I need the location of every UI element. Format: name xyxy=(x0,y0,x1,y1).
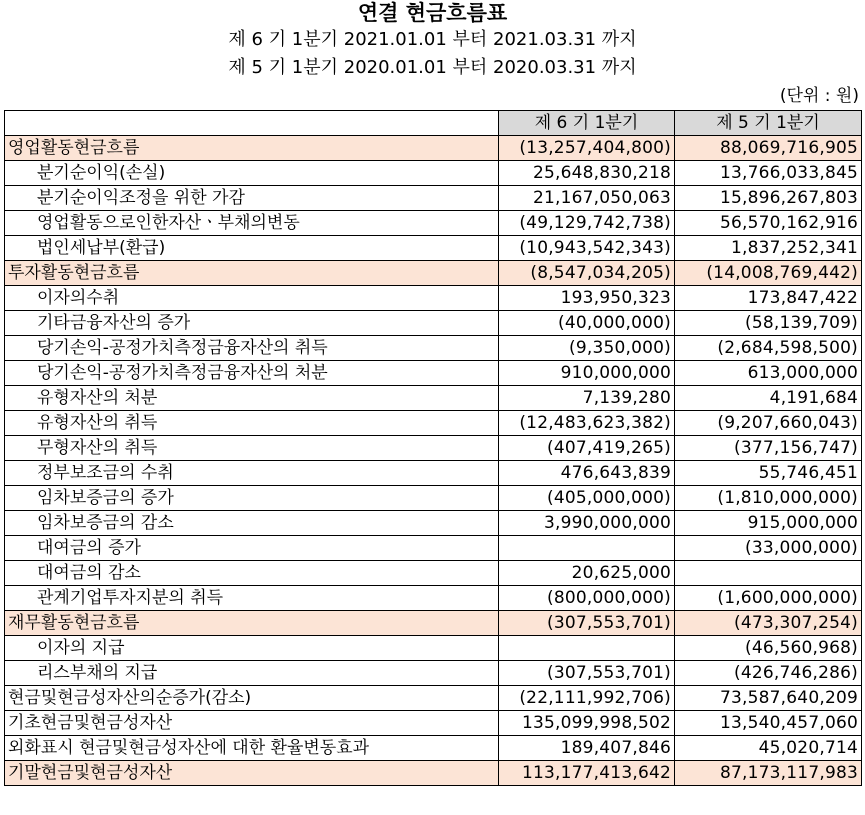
row-label: 당기손익-공정가치측정금융자산의 취득 xyxy=(5,336,499,361)
row-label: 법인세납부(환급) xyxy=(5,236,499,261)
row-value-prior: (1,600,000,000) xyxy=(675,586,862,611)
row-value-prior: (58,139,709) xyxy=(675,311,862,336)
row-label: 유형자산의 처분 xyxy=(5,386,499,411)
table-row xyxy=(5,211,862,236)
table-header-row xyxy=(5,111,862,136)
row-value-current: (49,129,742,738) xyxy=(499,211,675,236)
row-value-current: (405,000,000) xyxy=(499,486,675,511)
row-label: 리스부채의 지급 xyxy=(5,661,499,686)
row-label: 정부보조금의 수취 xyxy=(5,461,499,486)
row-value-prior: (33,000,000) xyxy=(675,536,862,561)
table-row xyxy=(5,361,862,386)
row-value-current: (13,257,404,800) xyxy=(499,136,675,161)
row-value-prior: (14,008,769,442) xyxy=(675,261,862,286)
table-row xyxy=(5,586,862,611)
row-value-prior: 173,847,422 xyxy=(675,286,862,311)
row-value-prior: 13,766,033,845 xyxy=(675,161,862,186)
row-value-current: 113,177,413,642 xyxy=(499,761,675,786)
row-value-prior: 1,837,252,341 xyxy=(675,236,862,261)
table-row xyxy=(5,461,862,486)
row-value-prior: 88,069,716,905 xyxy=(675,136,862,161)
period-current: 제 6 기 1분기 2021.01.01 부터 2021.03.31 까지 xyxy=(228,29,637,50)
table-row xyxy=(5,511,862,536)
row-label: 대여금의 증가 xyxy=(5,536,499,561)
row-value-current: (800,000,000) xyxy=(499,586,675,611)
row-value-prior: 55,746,451 xyxy=(675,461,862,486)
row-value-prior: 45,020,714 xyxy=(675,736,862,761)
table-row xyxy=(5,236,862,261)
table-row xyxy=(5,436,862,461)
section-row xyxy=(5,611,862,636)
row-label: 대여금의 감소 xyxy=(5,561,499,586)
row-label: 관계기업투자지분의 취득 xyxy=(5,586,499,611)
statement-title: 연결 현금흐름표 xyxy=(357,1,508,25)
row-label: 기말현금및현금성자산 xyxy=(5,761,499,786)
row-value-current xyxy=(499,536,675,561)
row-label: 이자의수취 xyxy=(5,286,499,311)
row-label: 외화표시 현금및현금성자산에 대한 환율변동효과 xyxy=(5,736,499,761)
row-value-current: (12,483,623,382) xyxy=(499,411,675,436)
table-row xyxy=(5,561,862,586)
row-value-current: (40,000,000) xyxy=(499,311,675,336)
row-value-current: 910,000,000 xyxy=(499,361,675,386)
cash-flow-table xyxy=(4,110,862,786)
period-prior: 제 5 기 1분기 2020.01.01 부터 2020.03.31 까지 xyxy=(228,57,637,78)
row-value-current xyxy=(499,636,675,661)
row-value-current: 20,625,000 xyxy=(499,561,675,586)
row-value-current: 193,950,323 xyxy=(499,286,675,311)
table-row xyxy=(5,686,862,711)
row-value-current: 21,167,050,063 xyxy=(499,186,675,211)
table-row xyxy=(5,161,862,186)
row-value-prior: 4,191,684 xyxy=(675,386,862,411)
row-value-prior: (2,684,598,500) xyxy=(675,336,862,361)
row-value-current: 135,099,998,502 xyxy=(499,711,675,736)
row-value-prior xyxy=(675,561,862,586)
table-row xyxy=(5,311,862,336)
row-value-current: 7,139,280 xyxy=(499,386,675,411)
row-value-current: (307,553,701) xyxy=(499,661,675,686)
row-value-current: (22,111,992,706) xyxy=(499,686,675,711)
row-label: 영업활동으로인한자산ㆍ부채의변동 xyxy=(5,211,499,236)
section-row xyxy=(5,261,862,286)
table-row xyxy=(5,411,862,436)
row-label: 무형자산의 취득 xyxy=(5,436,499,461)
table-row xyxy=(5,536,862,561)
row-label: 당기손익-공정가치측정금융자산의 처분 xyxy=(5,361,499,386)
row-value-current: 189,407,846 xyxy=(499,736,675,761)
row-label: 재무활동현금흐름 xyxy=(5,611,499,636)
row-value-prior: (426,746,286) xyxy=(675,661,862,686)
row-label: 임차보증금의 감소 xyxy=(5,511,499,536)
row-value-current: 476,643,839 xyxy=(499,461,675,486)
table-row xyxy=(5,486,862,511)
row-value-current: 25,648,830,218 xyxy=(499,161,675,186)
row-value-current: (10,943,542,343) xyxy=(499,236,675,261)
row-value-current: (8,547,034,205) xyxy=(499,261,675,286)
section-row xyxy=(5,761,862,786)
row-label: 현금및현금성자산의순증가(감소) xyxy=(5,686,499,711)
row-value-prior: 15,896,267,803 xyxy=(675,186,862,211)
row-value-prior: 915,000,000 xyxy=(675,511,862,536)
table-row xyxy=(5,186,862,211)
row-value-prior: 56,570,162,916 xyxy=(675,211,862,236)
row-label: 기타금융자산의 증가 xyxy=(5,311,499,336)
row-value-prior: 73,587,640,209 xyxy=(675,686,862,711)
row-value-prior: (473,307,254) xyxy=(675,611,862,636)
table-row xyxy=(5,636,862,661)
table-body xyxy=(5,136,862,786)
row-value-prior: (377,156,747) xyxy=(675,436,862,461)
row-value-prior: (46,560,968) xyxy=(675,636,862,661)
row-value-prior: 87,173,117,983 xyxy=(675,761,862,786)
row-label: 투자활동현금흐름 xyxy=(5,261,499,286)
row-value-current: (307,553,701) xyxy=(499,611,675,636)
row-value-current: (9,350,000) xyxy=(499,336,675,361)
column-header-account xyxy=(5,111,499,136)
row-label: 임차보증금의 증가 xyxy=(5,486,499,511)
row-value-prior: (9,207,660,043) xyxy=(675,411,862,436)
row-value-current: 3,990,000,000 xyxy=(499,511,675,536)
column-header-current: 제 6 기 1분기 xyxy=(499,111,675,136)
table-row xyxy=(5,661,862,686)
row-label: 분기순이익조정을 위한 가감 xyxy=(5,186,499,211)
unit-label: (단위 : 원) xyxy=(779,86,859,106)
column-header-prior: 제 5 기 1분기 xyxy=(675,111,862,136)
row-value-prior: (1,810,000,000) xyxy=(675,486,862,511)
row-value-prior: 613,000,000 xyxy=(675,361,862,386)
row-value-prior: 13,540,457,060 xyxy=(675,711,862,736)
row-label: 영업활동현금흐름 xyxy=(5,136,499,161)
row-label: 유형자산의 취득 xyxy=(5,411,499,436)
row-label: 기초현금및현금성자산 xyxy=(5,711,499,736)
row-value-current: (407,419,265) xyxy=(499,436,675,461)
table-row xyxy=(5,286,862,311)
table-row xyxy=(5,386,862,411)
row-label: 이자의 지급 xyxy=(5,636,499,661)
row-label: 분기순이익(손실) xyxy=(5,161,499,186)
table-row xyxy=(5,336,862,361)
section-row xyxy=(5,136,862,161)
table-row xyxy=(5,711,862,736)
table-row xyxy=(5,736,862,761)
statement-header xyxy=(0,0,865,82)
